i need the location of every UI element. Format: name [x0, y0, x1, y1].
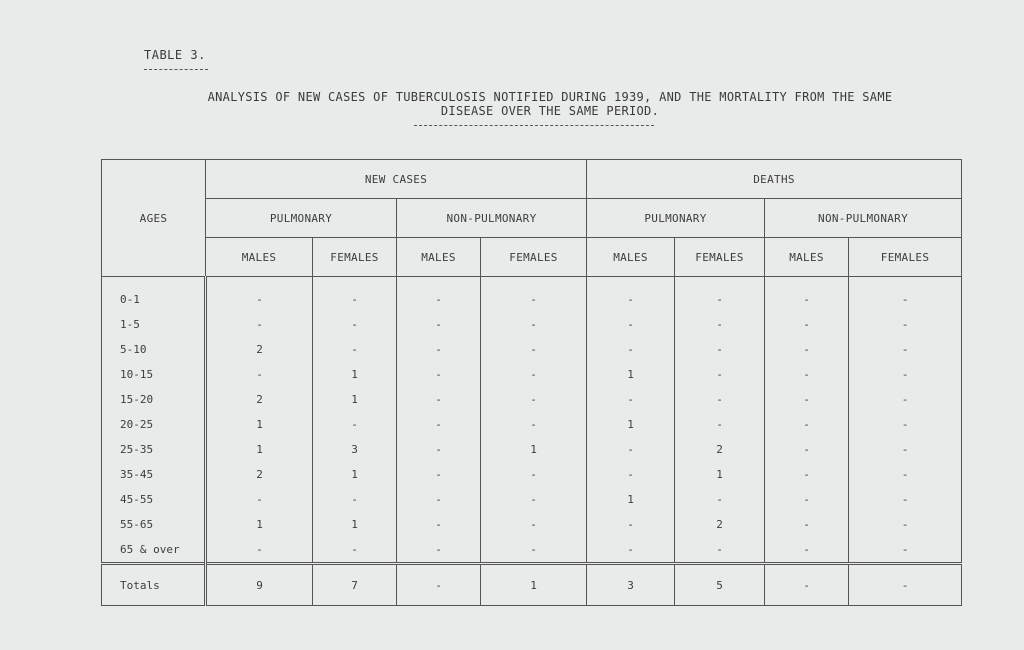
- heading-line-2: DISEASE OVER THE SAME PERIOD.: [440, 104, 660, 118]
- value-cell: -: [206, 487, 313, 512]
- value-cell: 1: [313, 462, 397, 487]
- value-cell: -: [481, 487, 587, 512]
- value-cell: 2: [206, 337, 313, 362]
- value-cell: -: [587, 512, 675, 537]
- value-cell: -: [206, 287, 313, 312]
- value-cell: -: [397, 387, 481, 412]
- value-cell: -: [481, 337, 587, 362]
- heading-underline: [414, 125, 654, 126]
- table-number: TABLE 3.: [144, 48, 206, 62]
- value-cell: -: [849, 437, 962, 462]
- value-cell: -: [206, 362, 313, 387]
- value-cell: -: [765, 312, 849, 337]
- males-header: MALES: [397, 238, 481, 277]
- value-cell: -: [849, 387, 962, 412]
- value-cell: 2: [675, 512, 765, 537]
- table-row: [102, 437, 962, 462]
- value-cell: -: [313, 287, 397, 312]
- value-cell: -: [765, 487, 849, 512]
- value-cell: -: [206, 312, 313, 337]
- value-cell: 2: [675, 437, 765, 462]
- value-cell: -: [849, 287, 962, 312]
- value-cell: -: [675, 487, 765, 512]
- new-cases-header: NEW CASES: [206, 160, 587, 199]
- value-cell: -: [397, 437, 481, 462]
- value-cell: -: [481, 412, 587, 437]
- value-cell: -: [765, 437, 849, 462]
- heading-line-1: ANALYSIS OF NEW CASES OF TUBERCULOSIS NOTIFIED DURING 1939, AND THE MORTALITY FROM THE SAME: [207, 90, 893, 104]
- value-cell: -: [481, 512, 587, 537]
- deaths-header: DEATHS: [587, 160, 962, 199]
- value-cell: -: [397, 362, 481, 387]
- value-cell: -: [765, 537, 849, 564]
- value-cell: -: [587, 437, 675, 462]
- value-cell: -: [313, 537, 397, 564]
- table-heading: [120, 90, 980, 118]
- value-cell: -: [587, 312, 675, 337]
- value-cell: -: [481, 387, 587, 412]
- value-cell: -: [397, 412, 481, 437]
- value-cell: 1: [206, 437, 313, 462]
- value-cell: -: [849, 412, 962, 437]
- value-cell: -: [675, 412, 765, 437]
- table-row: [102, 487, 962, 512]
- females-header: FEMALES: [849, 238, 962, 277]
- table-row: [102, 287, 962, 312]
- value-cell: -: [313, 487, 397, 512]
- table-row: [102, 512, 962, 537]
- value-cell: 1: [675, 462, 765, 487]
- deaths-non-pulmonary-header: NON-PULMONARY: [765, 199, 962, 238]
- value-cell: 1: [587, 487, 675, 512]
- value-cell: 2: [206, 462, 313, 487]
- value-cell: 1: [206, 412, 313, 437]
- table-row: [102, 537, 962, 564]
- value-cell: -: [587, 387, 675, 412]
- age-group-cell: 55-65: [102, 512, 206, 537]
- age-group-cell: 1-5: [102, 312, 206, 337]
- value-cell: -: [675, 387, 765, 412]
- age-group-cell: 35-45: [102, 462, 206, 487]
- value-cell: -: [675, 312, 765, 337]
- males-header: MALES: [587, 238, 675, 277]
- value-cell: -: [587, 462, 675, 487]
- total-cell: 3: [587, 564, 675, 606]
- males-header: MALES: [765, 238, 849, 277]
- value-cell: -: [849, 462, 962, 487]
- value-cell: -: [675, 337, 765, 362]
- value-cell: -: [206, 537, 313, 564]
- age-group-cell: 25-35: [102, 437, 206, 462]
- value-cell: -: [765, 462, 849, 487]
- value-cell: -: [397, 537, 481, 564]
- value-cell: 1: [313, 362, 397, 387]
- value-cell: -: [849, 312, 962, 337]
- value-cell: 1: [587, 412, 675, 437]
- value-cell: -: [849, 512, 962, 537]
- age-group-cell: 5-10: [102, 337, 206, 362]
- value-cell: -: [313, 312, 397, 337]
- tuberculosis-table: [101, 159, 962, 606]
- value-cell: -: [481, 287, 587, 312]
- value-cell: -: [397, 287, 481, 312]
- table-row: [102, 387, 962, 412]
- value-cell: -: [587, 537, 675, 564]
- age-group-cell: 0-1: [102, 287, 206, 312]
- new-cases-non-pulmonary-header: NON-PULMONARY: [397, 199, 587, 238]
- value-cell: -: [397, 512, 481, 537]
- table-row: [102, 462, 962, 487]
- value-cell: -: [397, 312, 481, 337]
- value-cell: -: [313, 412, 397, 437]
- value-cell: -: [481, 312, 587, 337]
- value-cell: -: [765, 287, 849, 312]
- total-cell: 1: [481, 564, 587, 606]
- value-cell: 1: [587, 362, 675, 387]
- value-cell: -: [675, 287, 765, 312]
- males-header: MALES: [206, 238, 313, 277]
- totals-label: Totals: [102, 564, 206, 606]
- females-header: FEMALES: [481, 238, 587, 277]
- value-cell: 1: [313, 512, 397, 537]
- value-cell: 3: [313, 437, 397, 462]
- totals-row: [102, 564, 962, 606]
- value-cell: -: [587, 337, 675, 362]
- value-cell: -: [765, 362, 849, 387]
- new-cases-pulmonary-header: PULMONARY: [206, 199, 397, 238]
- age-group-cell: 15-20: [102, 387, 206, 412]
- value-cell: 2: [206, 387, 313, 412]
- table-row: [102, 312, 962, 337]
- age-group-cell: 45-55: [102, 487, 206, 512]
- value-cell: -: [849, 537, 962, 564]
- age-group-cell: 65 & over: [102, 537, 206, 564]
- value-cell: -: [313, 337, 397, 362]
- value-cell: -: [849, 362, 962, 387]
- value-cell: 1: [206, 512, 313, 537]
- females-header: FEMALES: [675, 238, 765, 277]
- value-cell: -: [765, 387, 849, 412]
- value-cell: -: [481, 537, 587, 564]
- value-cell: -: [765, 412, 849, 437]
- total-cell: 9: [206, 564, 313, 606]
- value-cell: -: [675, 362, 765, 387]
- value-cell: -: [849, 337, 962, 362]
- table-body: [102, 277, 962, 606]
- age-group-cell: 20-25: [102, 412, 206, 437]
- value-cell: -: [849, 487, 962, 512]
- table-row: [102, 337, 962, 362]
- total-cell: -: [849, 564, 962, 606]
- value-cell: -: [397, 337, 481, 362]
- value-cell: -: [397, 487, 481, 512]
- total-cell: -: [765, 564, 849, 606]
- value-cell: -: [481, 462, 587, 487]
- value-cell: -: [765, 512, 849, 537]
- table-row: [102, 412, 962, 437]
- value-cell: -: [675, 537, 765, 564]
- table-row: [102, 362, 962, 387]
- total-cell: -: [397, 564, 481, 606]
- value-cell: -: [397, 462, 481, 487]
- title-underline: [144, 69, 208, 70]
- value-cell: -: [481, 362, 587, 387]
- total-cell: 7: [313, 564, 397, 606]
- value-cell: 1: [481, 437, 587, 462]
- females-header: FEMALES: [313, 238, 397, 277]
- age-group-cell: 10-15: [102, 362, 206, 387]
- value-cell: 1: [313, 387, 397, 412]
- ages-header: AGES: [102, 160, 206, 277]
- deaths-pulmonary-header: PULMONARY: [587, 199, 765, 238]
- spacer-row: [102, 277, 962, 288]
- value-cell: -: [765, 337, 849, 362]
- value-cell: -: [587, 287, 675, 312]
- total-cell: 5: [675, 564, 765, 606]
